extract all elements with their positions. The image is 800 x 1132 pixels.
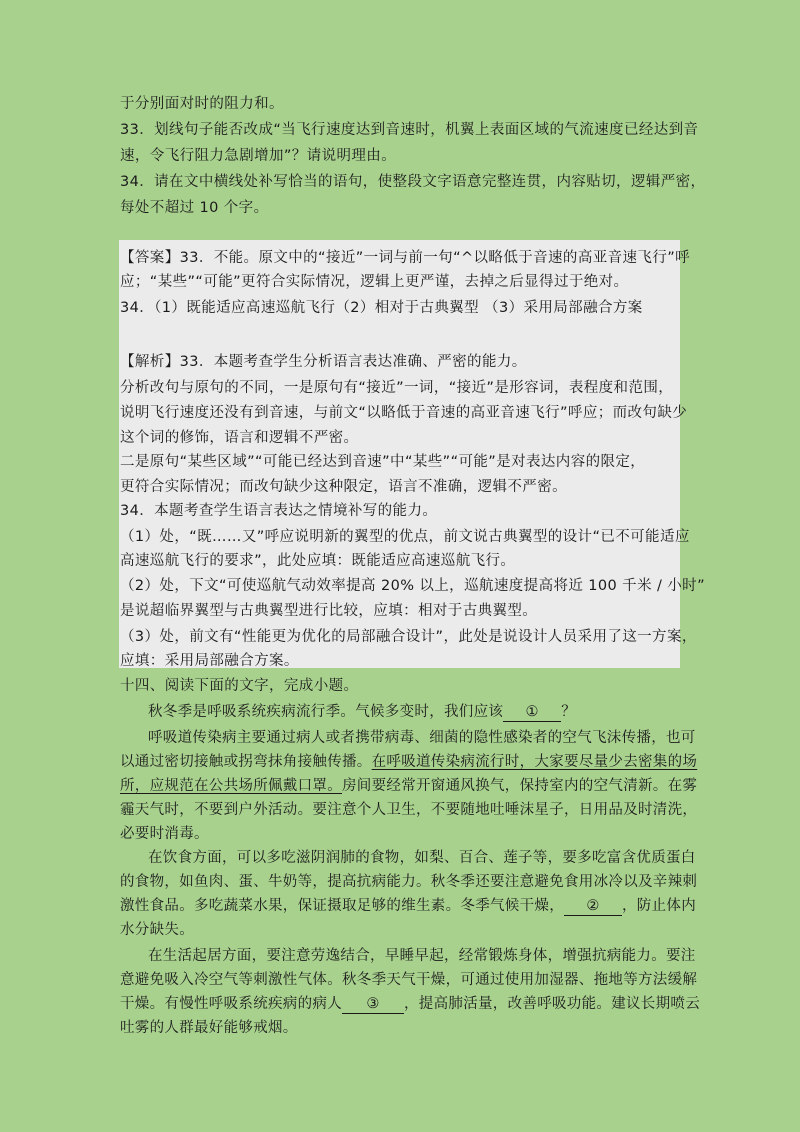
blank-3: ③ [342, 995, 404, 1014]
text-line: （3）处，前文有“性能更为优化的局部融合设计”，此处是说设计人员采用了这一方案， [120, 629, 697, 645]
text-line: 应；“某些”“可能”更符合实际情况，逻辑上更严谨，去掉之后显得过于绝对。 [120, 274, 629, 290]
paragraph-line: 意避免吸入冷空气等刺激性气体。秋冬季天气干燥，可通过使用加湿器、拖地等方法缓解 [120, 972, 698, 988]
text-line: （1）处，“既……又”呼应说明新的翼型的优点，前文说古典翼型的设计“已不可能适应 [120, 529, 690, 545]
question-34: 34．请在文中横线处补写恰当的语句，使整段文字语意完整连贯，内容贴切，逻辑严密， [120, 174, 706, 190]
text-span: 房间要经常开窗通风换气，保持室内的空气清新。在雾 [342, 778, 698, 794]
answer-label: 【答案】33．不能。原文中的“接近”一词与前一句“^以略低于音速的高亚音速飞行”呼 [120, 250, 691, 266]
blank-1: ① [503, 703, 561, 722]
paragraph-line: 必要时消毒。 [120, 826, 209, 842]
paragraph-line: 吐雾的人群最好能够戒烟。 [120, 1020, 298, 1036]
section-heading: 十四、阅读下面的文字，完成小题。 [120, 678, 359, 694]
text-span: ，防止体内 [622, 898, 696, 914]
underlined-sentence: 在呼吸道传染病流行时，大家要尽量少去密集的场 [371, 754, 698, 770]
text-span: 干燥。有慢性呼吸系统疾病的病人 [120, 996, 342, 1012]
paragraph-line [148, 702, 576, 722]
text-line: 更符合实际情况；而改句缺少这种限定，语言不准确，逻辑不严密。 [120, 479, 567, 495]
paragraph-line [120, 776, 697, 796]
text-span: ，提高肺活量，改善呼吸功能。建议长期喷云 [404, 996, 700, 1012]
paragraph-line: 水分缺失。 [120, 922, 194, 938]
text-line: 高速巡航飞行的要求”，此处应填：既能适应高速巡航飞行。 [120, 553, 516, 569]
text-span: 以通过密切接触或拐弯抹角接触传播。 [120, 754, 372, 770]
paragraph-line: 的食物，如鱼肉、蛋、牛奶等，提高抗病能力。秋冬季还要注意避免食用冰冷以及辛辣刺 [120, 874, 698, 890]
text-line: 是说超临界翼型与古典翼型进行比较，应填：相对于古典翼型。 [120, 603, 538, 619]
text-line: 34．本题考查学生语言表达之情境补写的能力。 [120, 503, 438, 519]
text-line: 说明飞行速度还没有到音速，与前文“以略低于音速的高亚音速飞行”呼应；而改句缺少 [120, 405, 688, 421]
text-span: 激性食品。多吃蔬菜水果，保证摄取足够的维生素。冬季气候干燥， [120, 898, 564, 914]
text-line: （2）处，下文“可使巡航气动效率提高 20% 以上，巡航速度提高将近 100 千米 / 小时” [120, 578, 705, 594]
question-33: 33．划线句子能否改成“当飞行速度达到音速时，机翼上表面区域的气流速度已经达到音 [120, 122, 699, 138]
paragraph-line [120, 896, 696, 916]
text-line: 每处不超过 10 个字。 [120, 200, 269, 216]
analysis-label: 【解析】33．本题考查学生分析语言表达准确、严密的能力。 [120, 354, 527, 370]
paragraph-line: 在生活起居方面，要注意劳逸结合，早睡早起，经常锻炼身体，增强抗病能力。要注 [148, 948, 696, 964]
paragraph-line: 在饮食方面，可以多吃滋阴润肺的食物，如梨、百合、莲子等，要多吃富含优质蛋白 [148, 850, 696, 866]
text-span: 秋冬季是呼吸系统疾病流行季。气候多变时，我们应该 [148, 704, 504, 720]
paragraph-line: 霾天气时，不要到户外活动。要注意个人卫生，不要随地吐唾沫星子，日用品及时清洗， [120, 802, 698, 818]
paragraph-line [120, 994, 700, 1014]
blank-2: ② [564, 897, 622, 916]
text-line: 分析改句与原句的不同，一是原句有“接近”一词，“接近”是形容词，表程度和范围， [120, 380, 674, 396]
text-line: 这个词的修饰，语言和逻辑不严密。 [120, 430, 359, 446]
text-line: 34．（1）既能适应高速巡航飞行（2）相对于古典翼型 （3）采用局部融合方案 [120, 300, 643, 316]
text-span: ？ [561, 704, 577, 720]
paragraph-line [120, 752, 697, 772]
text-line: 速，令飞行阻力急剧增加”？请说明理由。 [120, 148, 397, 164]
text-line: 于分别面对时的阻力和。 [120, 96, 284, 112]
text-line: 二是原句“某些区域”“可能已经达到音速”中“某些”“可能”是对表达内容的限定， [120, 454, 646, 470]
text-line: 应填：采用局部融合方案。 [120, 653, 299, 669]
underlined-sentence: 所，应规范在公共场所佩戴口罩。 [120, 778, 342, 794]
paragraph-line: 呼吸道传染病主要通过病人或者携带病毒、细菌的隐性感染者的空气飞沫传播，也可 [148, 730, 696, 746]
